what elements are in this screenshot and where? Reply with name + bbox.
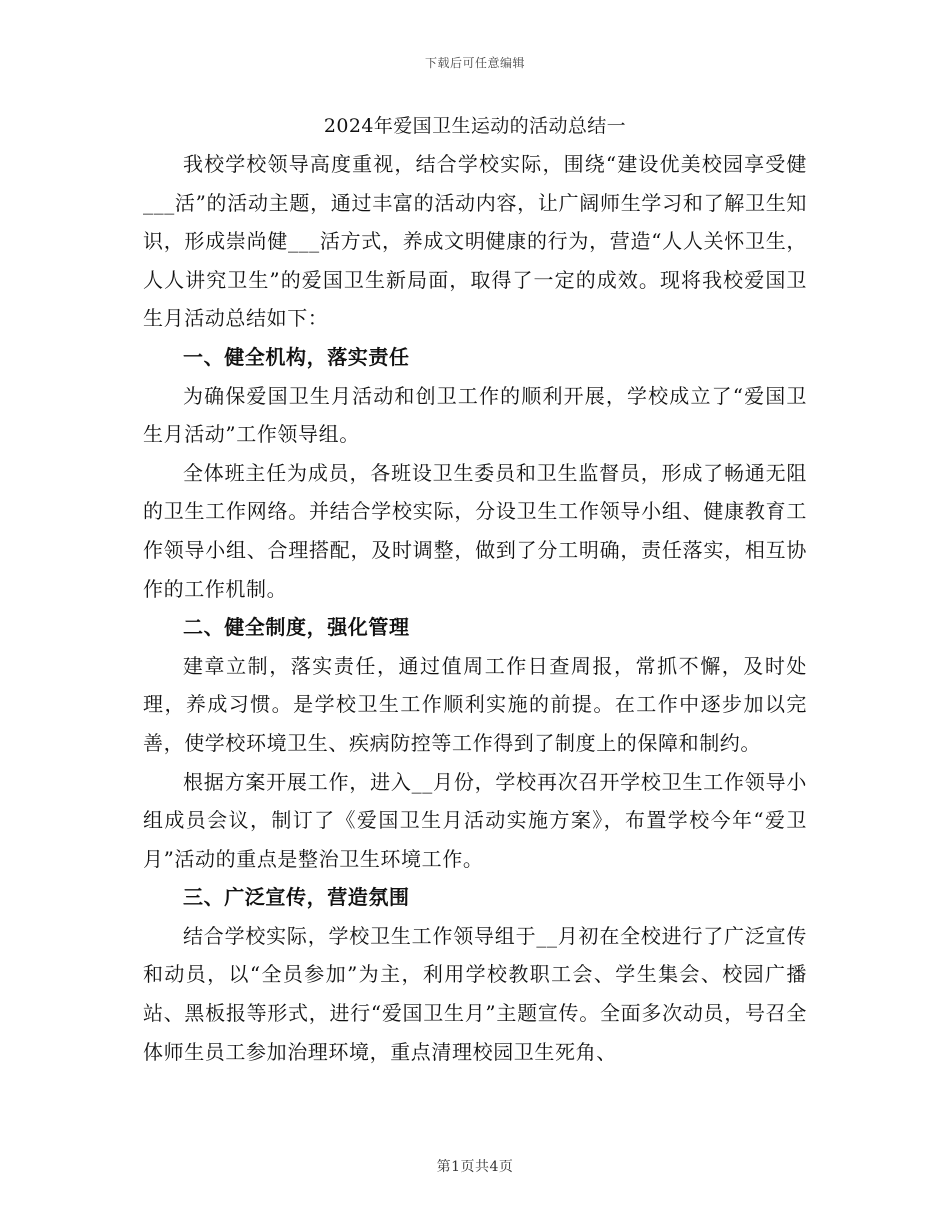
section-heading-1: 一、健全机构，落实责任 (183, 344, 410, 369)
section-heading-3: 三、广泛宣传，营造氛围 (183, 885, 410, 910)
document-body (143, 111, 807, 1071)
header-note: 下载后可任意编辑 (424, 56, 525, 70)
section-2-paragraph-2: 根据方案开展工作，进入__月份，学校再次召开学校卫生工作领导小组成员会议，制订了《爱国卫生月活动实施方案》，布置学校今年“爱卫月”活动的重点是整治卫生环境工作。 (143, 769, 807, 871)
page-number: 第1页共4页 (436, 1159, 514, 1175)
section-1-paragraph-1: 为确保爱国卫生月活动和创卫工作的顺利开展，学校成立了“爱国卫生月活动”工作领导组。 (143, 383, 807, 447)
section-heading-2: 二、健全制度，强化管理 (183, 615, 410, 640)
section-2-paragraph-1: 建章立制，落实责任，通过值周工作日查周报，常抓不懈，及时处理，养成习惯。是学校卫生工作顺利实施的前提。在工作中逐步加以完善，使学校环境卫生、疾病防控等工作得到了制度上的保障和制约。 (143, 653, 807, 755)
document-title: 2024年爱国卫生运动的活动总结一 (323, 115, 627, 137)
section-3-paragraph-1: 结合学校实际，学校卫生工作领导组于__月初在全校进行了广泛宣传和动员，以“全员参加”为主，利用学校教职工会、学生集会、校园广播站、黑板报等形式，进行“爱国卫生月”主题宣传。全面多次动员，号召全体师生员工参加治理环境，重点清理校园卫生死角、 (143, 923, 807, 1064)
section-1-paragraph-2: 全体班主任为成员，各班设卫生委员和卫生监督员，形成了畅通无阻的卫生工作网络。并结合学校实际，分设卫生工作领导小组、健康教育工作领导小组、合理搭配，及时调整，做到了分工明确，责任落实，相互协作的工作机制。 (143, 460, 807, 601)
intro-paragraph: 我校学校领导高度重视，结合学校实际，围绕“建设优美校园享受健___活”的活动主题，通过丰富的活动内容，让广阔师生学习和了解卫生知识，形成崇尚健___活方式，养成文明健康的行为，营造“人人关怀卫生，人人讲究卫生”的爱国卫生新局面，取得了一定的成效。现将我校爱国卫生月活动总结如下： (143, 152, 807, 331)
